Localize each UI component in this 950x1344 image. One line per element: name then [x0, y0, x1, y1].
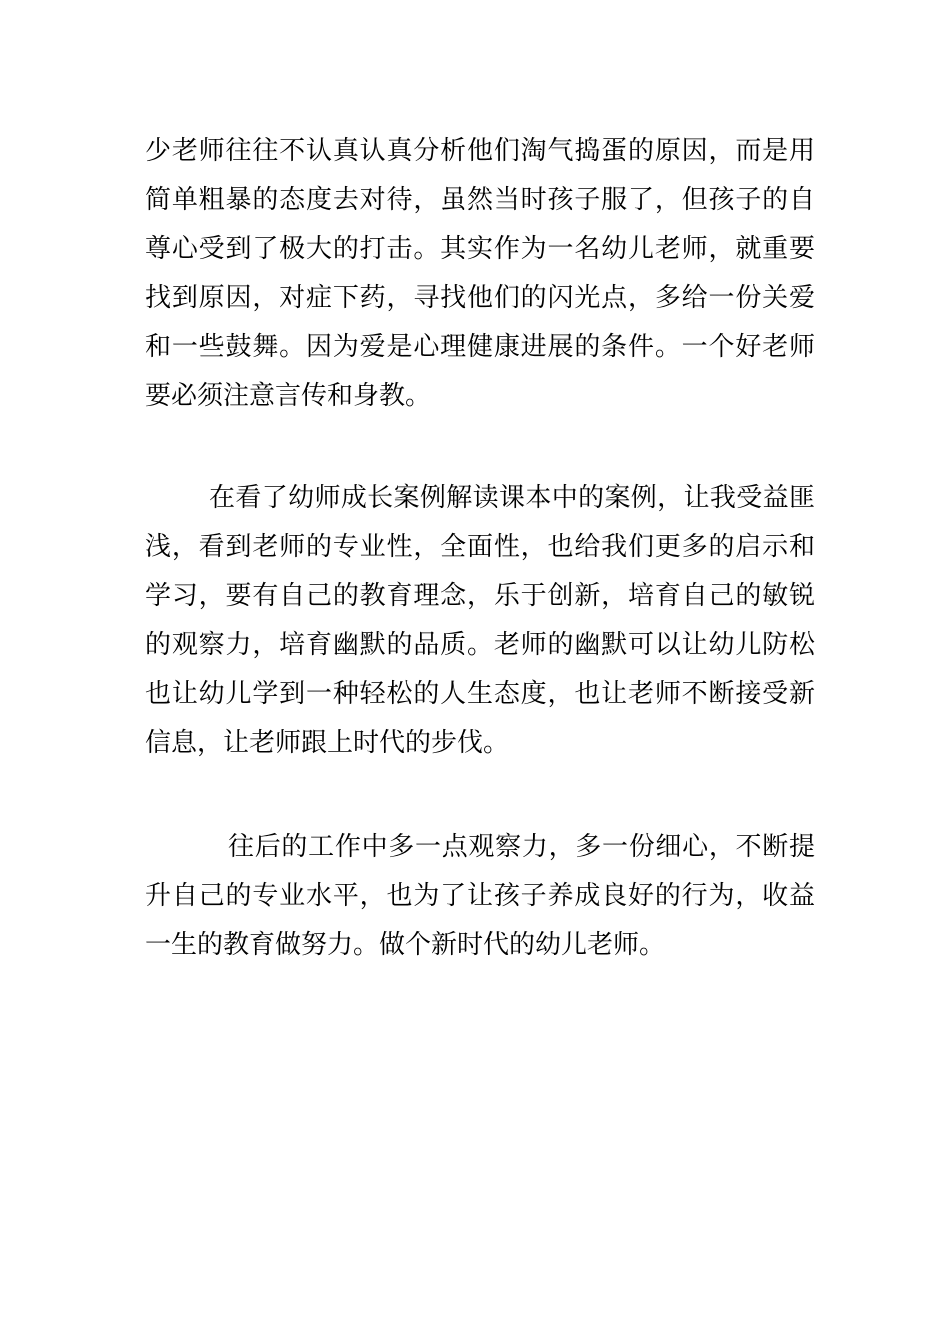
paragraph-line: 简单粗暴的态度去对待，虽然当时孩子服了，但孩子的自	[145, 185, 815, 215]
paragraph-line: 一生的教育做努力。做个新时代的幼儿老师。	[145, 930, 666, 960]
paragraph-line: 和一些鼓舞。因为爱是心理健康进展的条件。一个好老师	[145, 332, 815, 362]
paragraph-line: 找到原因，对症下药，寻找他们的闪光点，多给一份关爱	[145, 283, 815, 313]
paragraph-line: 升自己的专业水平，也为了让孩子养成良好的行为，收益	[145, 881, 815, 911]
paragraph-line: 要必须注意言传和身教。	[145, 381, 432, 411]
paragraph-2	[145, 474, 815, 768]
paragraph-line: 信息，让老师跟上时代的步伐。	[145, 728, 510, 758]
paragraph-3	[145, 823, 815, 970]
paragraph-line: 少老师往往不认真认真分析他们淘气捣蛋的原因，而是用	[145, 136, 815, 166]
paragraph-line: 的观察力，培育幽默的品质。老师的幽默可以让幼儿防松	[145, 630, 815, 660]
paragraph-line: 也让幼儿学到一种轻松的人生态度，也让老师不断接受新	[145, 679, 815, 709]
paragraph-line: 尊心受到了极大的打击。其实作为一名幼儿老师，就重要	[145, 234, 815, 264]
paragraph-1	[145, 127, 815, 421]
paragraph-line: 在看了幼师成长案例解读课本中的案例，让我受益匪	[209, 483, 815, 513]
paragraph-line: 学习，要有自己的教育理念，乐于创新，培育自己的敏锐	[145, 581, 815, 611]
paragraph-line: 往后的工作中多一点观察力，多一份细心，不断提	[228, 832, 815, 862]
paragraph-line: 浅，看到老师的专业性，全面性，也给我们更多的启示和	[145, 532, 815, 562]
